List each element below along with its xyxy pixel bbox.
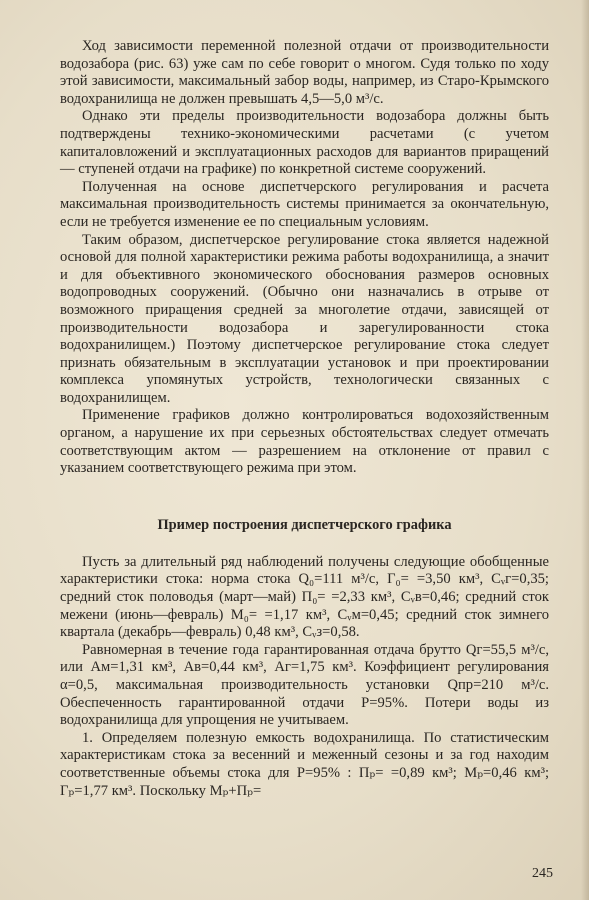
paragraph: Пусть за длительный ряд наблюдений получены следующие обобщенные характеристики стока: норма стока Q₀=111 м³/с, Г₀= =3,50 км³, Cᵥг=0,35; средний сток половодья (март—май) П₀= =2,33 км³, Cᵥв=0,46; средний сток межени (июнь—февраль) M₀= =1,17 км³, Cᵥм=0,45; средний сток зимнего квартала (декабрь—февраль) 0,48 км³, Cᵥз=0,58. xyxy=(60,553,549,641)
paragraph: Равномерная в течение года гарантированная отдача брутто Qг=55,5 м³/с, или Aм=1,31 км³, Aв=0,44 км³, Aг=1,75 км³. Коэффициент регулирования α=0,5, максимальная производительность установки Qпр=210 м³/с. Обеспеченность гарантированной отдачи P=95%. Потери воды из водохранилища для упрощения не учитываем. xyxy=(60,641,549,729)
paragraph: Полученная на основе диспетчерского регулирования и расчета максимальная производительность системы принимается за окончательную, если не требуется изменение ее по специальным условиям. xyxy=(60,178,549,230)
page-number: 245 xyxy=(532,866,553,881)
paragraph: Ход зависимости переменной полезной отдачи от производительности водозабора (рис. 63) уже сам по себе говорит о многом. Судя только по ходу этой зависимости, максимальный забор воды, например, из Старо-Крымского водохранилища не должен превышать 4,5—5,0 м³/с. xyxy=(60,38,549,107)
paragraph: Применение графиков должно контролироваться водохозяйственным органом, а нарушение их при серьезных обстоятельствах следует отмечать соответствующим актом — разрешением на отклонение от правил с указанием соответствующего режима при этом. xyxy=(60,407,549,477)
paragraph: 1. Определяем полезную емкость водохранилища. По статистическим характеристикам стока за весенний и меженный сезоны и за год находим соответственные объемы стока для P=95% : Пₚ= =0,89 км³; Mₚ=0,46 км³; Гₚ=1,77 км³. Поскольку Mₚ+Пₚ= xyxy=(60,729,549,799)
section-title: Пример построения диспетчерского графика xyxy=(157,516,452,533)
paragraph: Однако эти пределы производительности водозабора должны быть подтверждены технико-экономическими расчетами (с учетом капиталовложений и эксплуатационных расходов для вариантов приращений — ступеней отдачи на графике) по конкретной системе сооружений. xyxy=(60,108,549,178)
paragraph: Таким образом, диспетчерское регулирование стока является надежной основой для полной характеристики режима работы водохранилища, а значит и для объективного экономического обоснования размеров основных водопроводных сооружений. (Обычно они назначались в отрыве от возможного приращения средней за многолетие отдачи, зависящей от производительности водозабора и зарегулированности стока водохранилищем.) Поэтому диспетчерское регулирование стока следует признать обязательным в эксплуатации установок и при проектировании комплекса упомянутых устройств, технологически связанных с водохранилищем. xyxy=(60,231,549,406)
lower-text-block xyxy=(60,554,549,800)
upper-text-block xyxy=(60,38,549,478)
